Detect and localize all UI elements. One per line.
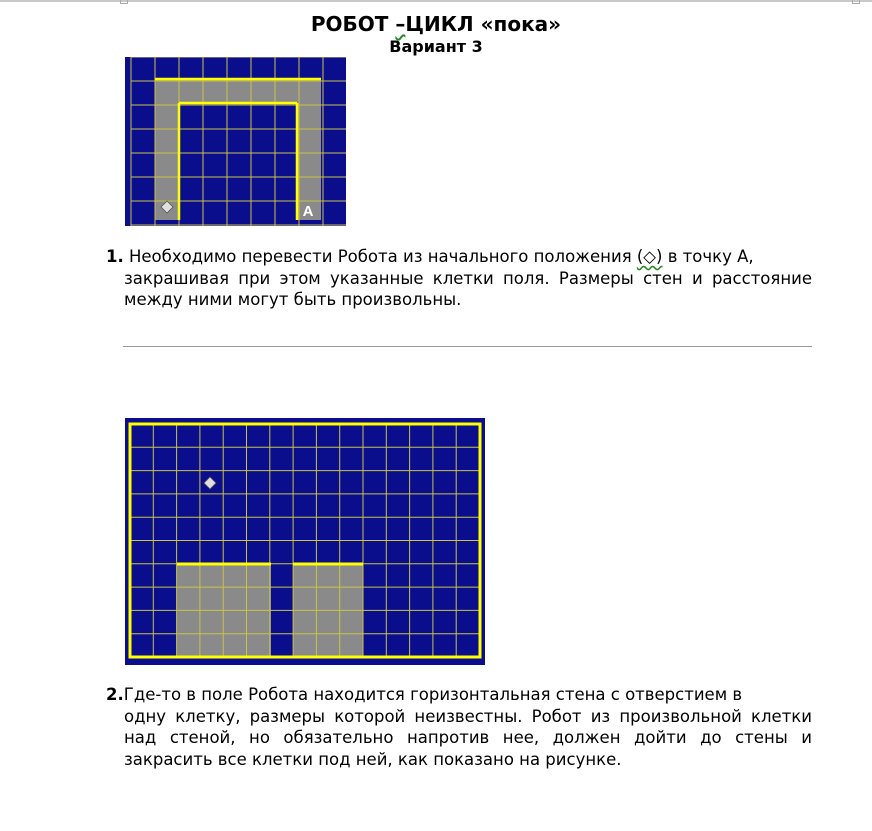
task-1: 1. Необходимо перевести Робота из начального положения (◇) в точку А, закрашивая при этом указанные клетки поля. Размеры стен и расстояние между ними могут быть произвольны. xyxy=(106,247,812,309)
figure-2-robot-field xyxy=(125,418,485,665)
figure-1-robot-field xyxy=(125,57,346,226)
margin-mark-left xyxy=(120,0,128,4)
page-subtitle: Вариант 3 xyxy=(389,37,483,56)
task-2-number: 2. xyxy=(106,685,124,704)
task-1-number: 1. xyxy=(106,247,124,266)
task-1-text: закрашивая при этом указанные клетки поля. Размеры стен и расстояние между ними могут быть произвольны. xyxy=(124,268,812,309)
margin-mark-right xyxy=(852,0,860,4)
task-2-text: одну клетку, размеры которой неизвестны. Робот из произвольной клетки над стеной, но обязательно напротив нее, должен дойти до стены и закрасить все клетки под ней, как показано на рисунке. xyxy=(124,706,812,769)
divider-line xyxy=(123,346,812,347)
task-2: 2.Где-то в поле Робота находится горизонтальная стена с отверстием в одну клетку, размеры которой неизвестны. Робот из произвольной клетки над стеной, но обязательно напротив нее, должен дойти до стены и закрасить все клетки под ней, как показано на рисунке. xyxy=(106,685,812,769)
page-top-border xyxy=(0,0,872,2)
page-title: РОБОТ –ЦИКЛ «пока» xyxy=(310,12,562,36)
point-a-label: А xyxy=(302,203,314,220)
